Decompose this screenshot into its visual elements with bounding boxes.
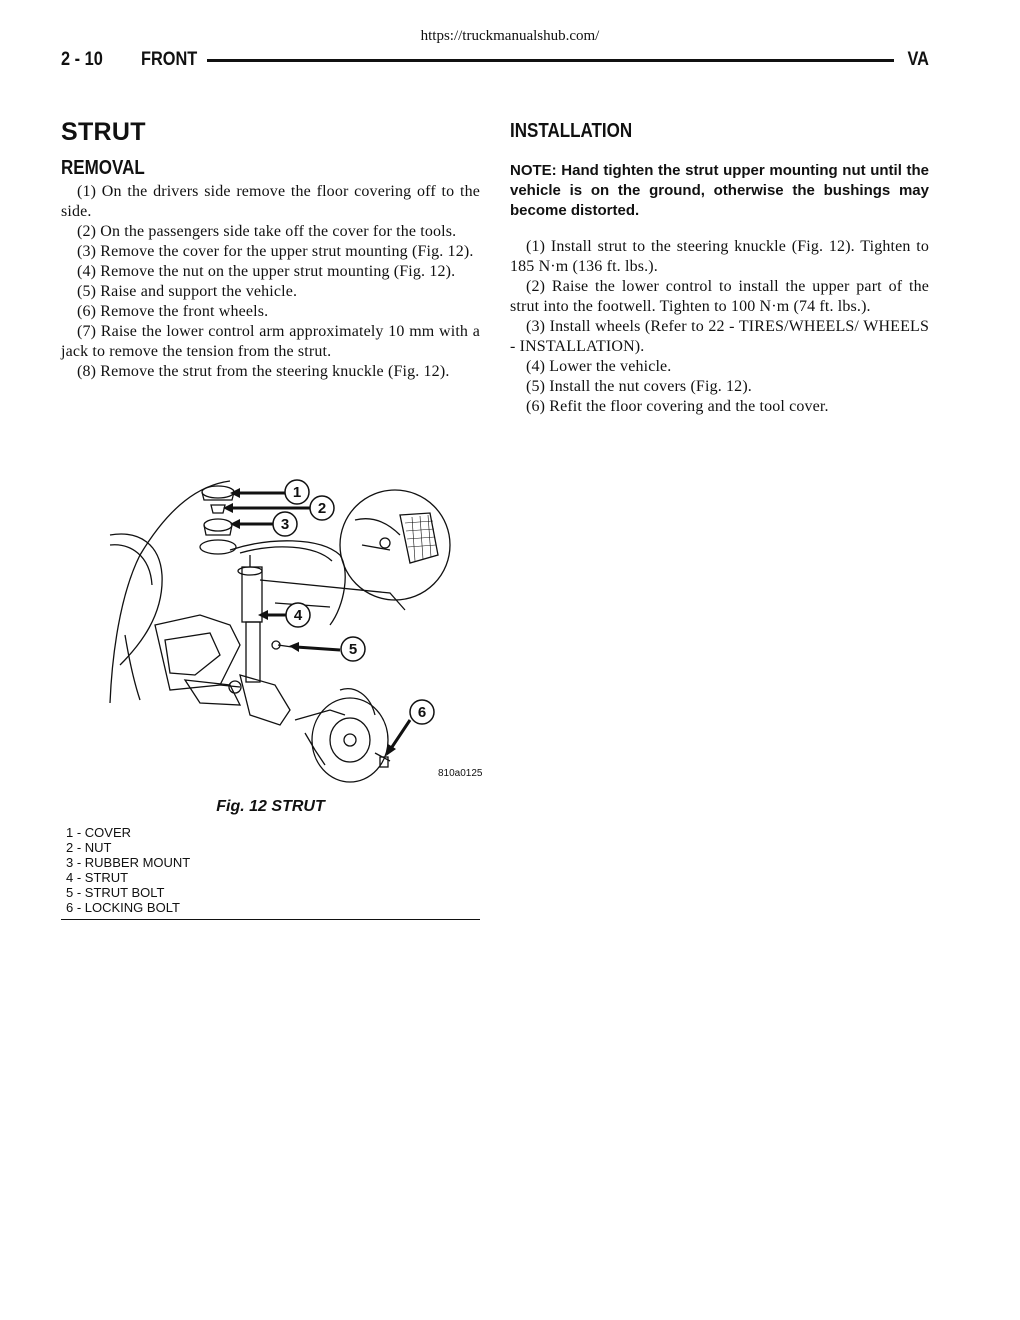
legend-item: 2 - NUT xyxy=(66,840,112,855)
callout-2: 2 xyxy=(317,500,327,517)
removal-step: (8) Remove the strut from the steering knuckle (Fig. 12). xyxy=(77,363,450,380)
right-column xyxy=(510,110,929,417)
removal-step: (5) Raise and support the vehicle. xyxy=(77,283,298,300)
installation-note: NOTE: Hand tighten the strut upper mounting nut until the vehicle is on the ground, otherwise the bushings may become distorted. xyxy=(510,162,929,219)
callout-5: 5 xyxy=(348,641,358,658)
page-header xyxy=(61,48,929,72)
legend-item: 5 - STRUT BOLT xyxy=(66,885,165,900)
legend-item: 1 - COVER xyxy=(66,825,132,840)
page-number: 2 - 10 xyxy=(61,49,103,70)
installation-heading: INSTALLATION xyxy=(510,120,633,142)
removal-step: (7) Raise the lower control arm approximately 10 mm with a jack to remove the tension from the strut. xyxy=(61,323,480,360)
installation-step: (4) Lower the vehicle. xyxy=(526,358,672,375)
section-name: FRONT xyxy=(141,49,198,70)
installation-step: (5) Install the nut covers (Fig. 12). xyxy=(526,378,752,395)
legend-item: 3 - RUBBER MOUNT xyxy=(66,855,191,870)
callout-1: 1 xyxy=(292,484,302,501)
installation-step: (3) Install wheels (Refer to 22 - TIRES/WHEELS/ WHEELS - INSTALLATION). xyxy=(510,318,929,355)
legend-item: 4 - STRUT xyxy=(66,870,129,885)
installation-step: (6) Refit the floor covering and the tool cover. xyxy=(526,398,829,415)
left-column xyxy=(61,110,480,382)
page-title: STRUT xyxy=(61,118,146,146)
header-rule xyxy=(207,59,894,62)
callout-4: 4 xyxy=(293,607,303,624)
removal-step: (6) Remove the front wheels. xyxy=(77,303,269,320)
legend-item: 6 - LOCKING BOLT xyxy=(66,900,180,915)
model-code: VA xyxy=(907,49,929,70)
figure-code: 810a0125 xyxy=(438,768,483,779)
callout-3: 3 xyxy=(280,516,290,533)
removal-step: (1) On the drivers side remove the floor covering off to the side. xyxy=(61,183,480,220)
removal-heading: REMOVAL xyxy=(61,157,145,179)
figure-legend xyxy=(66,825,190,915)
legend-rule xyxy=(61,919,480,920)
figure-caption: Fig. 12 STRUT xyxy=(216,798,325,815)
source-url: https://truckmanualshub.com/ xyxy=(420,28,600,44)
removal-step: (3) Remove the cover for the upper strut mounting (Fig. 12). xyxy=(77,243,474,260)
callout-6: 6 xyxy=(417,704,427,721)
removal-step: (2) On the passengers side take off the cover for the tools. xyxy=(77,223,457,240)
installation-step: (1) Install strut to the steering knuckle (Fig. 12). Tighten to 185 N·m (136 ft. lbs.). xyxy=(510,238,929,275)
removal-step: (4) Remove the nut on the upper strut mounting (Fig. 12). xyxy=(77,263,456,280)
strut-illustration xyxy=(100,475,490,785)
installation-step: (2) Raise the lower control to install the upper part of the strut into the footwell. Tighten to 100 N·m (74 ft. lbs.). xyxy=(510,278,929,315)
